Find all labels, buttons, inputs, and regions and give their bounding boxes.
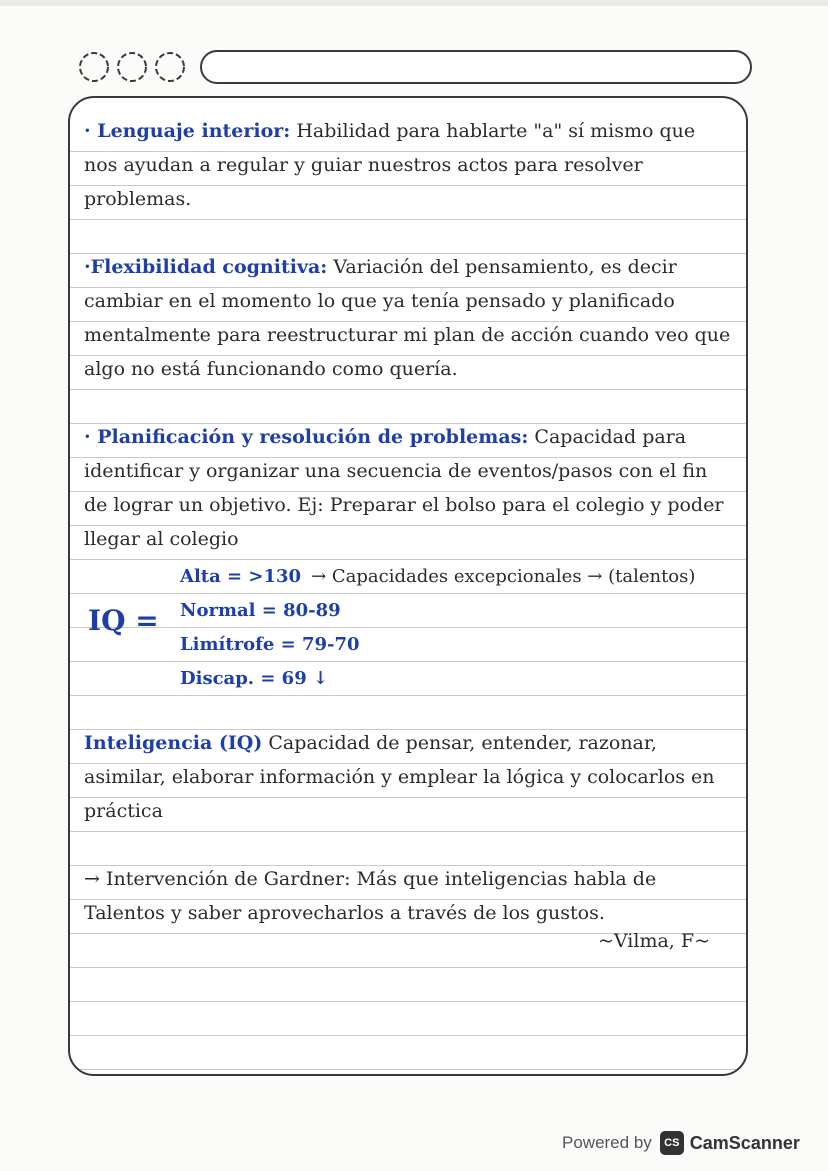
title-box [200, 50, 752, 84]
term-definition: Variación del pensamiento, es decir cambiar en el momento lo que ya tenía pensado y planificado mentalmente para reestructurar mi plan de acción cuando veo que algo no está funcionando como quería. [84, 256, 731, 380]
term-definition: Capacidad de pensar, entender, razonar, asimilar, elaborar información y emplear la lógica y colocarlos en práctica [84, 732, 715, 822]
term-definition: Capacidad para identificar y organizar una secuencia de eventos/pasos con el fin de lograr un objetivo. Ej: Preparar el bolso para el colegio y poder llegar al colegio [84, 426, 724, 550]
term-heading: · Lenguaje interior: [84, 120, 291, 142]
iq-note: → Capacidades excepcionales → (talentos) [311, 566, 696, 587]
notebook-page [68, 96, 748, 1076]
iq-rows [180, 560, 748, 696]
iq-label: IQ = [88, 604, 159, 637]
iq-row-limitrofe [180, 628, 748, 662]
iq-category: Normal = 80-89 [180, 600, 341, 621]
term-definition: Más que inteligencias habla de Talentos y saber aprovecharlos a través de los gustos. [84, 868, 657, 924]
term-heading: → Intervención de Gardner: [84, 868, 351, 890]
camscanner-watermark [562, 1128, 800, 1158]
flower-doodle-icon [74, 44, 194, 90]
powered-by-text: Powered by [562, 1133, 652, 1152]
brand-name: CamScanner [689, 1132, 800, 1153]
scan-top-edge [0, 0, 828, 6]
iq-row-alta [180, 560, 748, 594]
term-heading: Inteligencia (IQ) [84, 732, 263, 754]
term-heading: ·Flexibilidad cognitiva: [84, 256, 328, 278]
iq-category: Limítrofe = 79-70 [180, 634, 360, 655]
note-inteligencia [84, 726, 734, 828]
term-heading: · Planificación y resolución de problemas: [84, 426, 529, 448]
note-flexibilidad-cognitiva [84, 250, 734, 386]
iq-row-discapacidad [180, 662, 748, 696]
note-planificacion [84, 420, 734, 556]
signature: ~Vilma, F~ [598, 930, 710, 952]
notebook-header [74, 44, 754, 90]
iq-row-normal [180, 594, 748, 628]
notes-content [84, 114, 734, 952]
iq-category: Discap. = 69 ↓ [180, 668, 329, 689]
note-lenguaje-interior [84, 114, 734, 216]
term-definition: Habilidad para hablarte "a" sí mismo que nos ayudan a regular y guiar nuestros actos para resolver problemas. [84, 120, 696, 210]
iq-scale [88, 556, 734, 726]
camscanner-logo-icon: CS [660, 1131, 684, 1155]
note-gardner [84, 862, 734, 930]
iq-category: Alta = >130 [180, 566, 302, 587]
